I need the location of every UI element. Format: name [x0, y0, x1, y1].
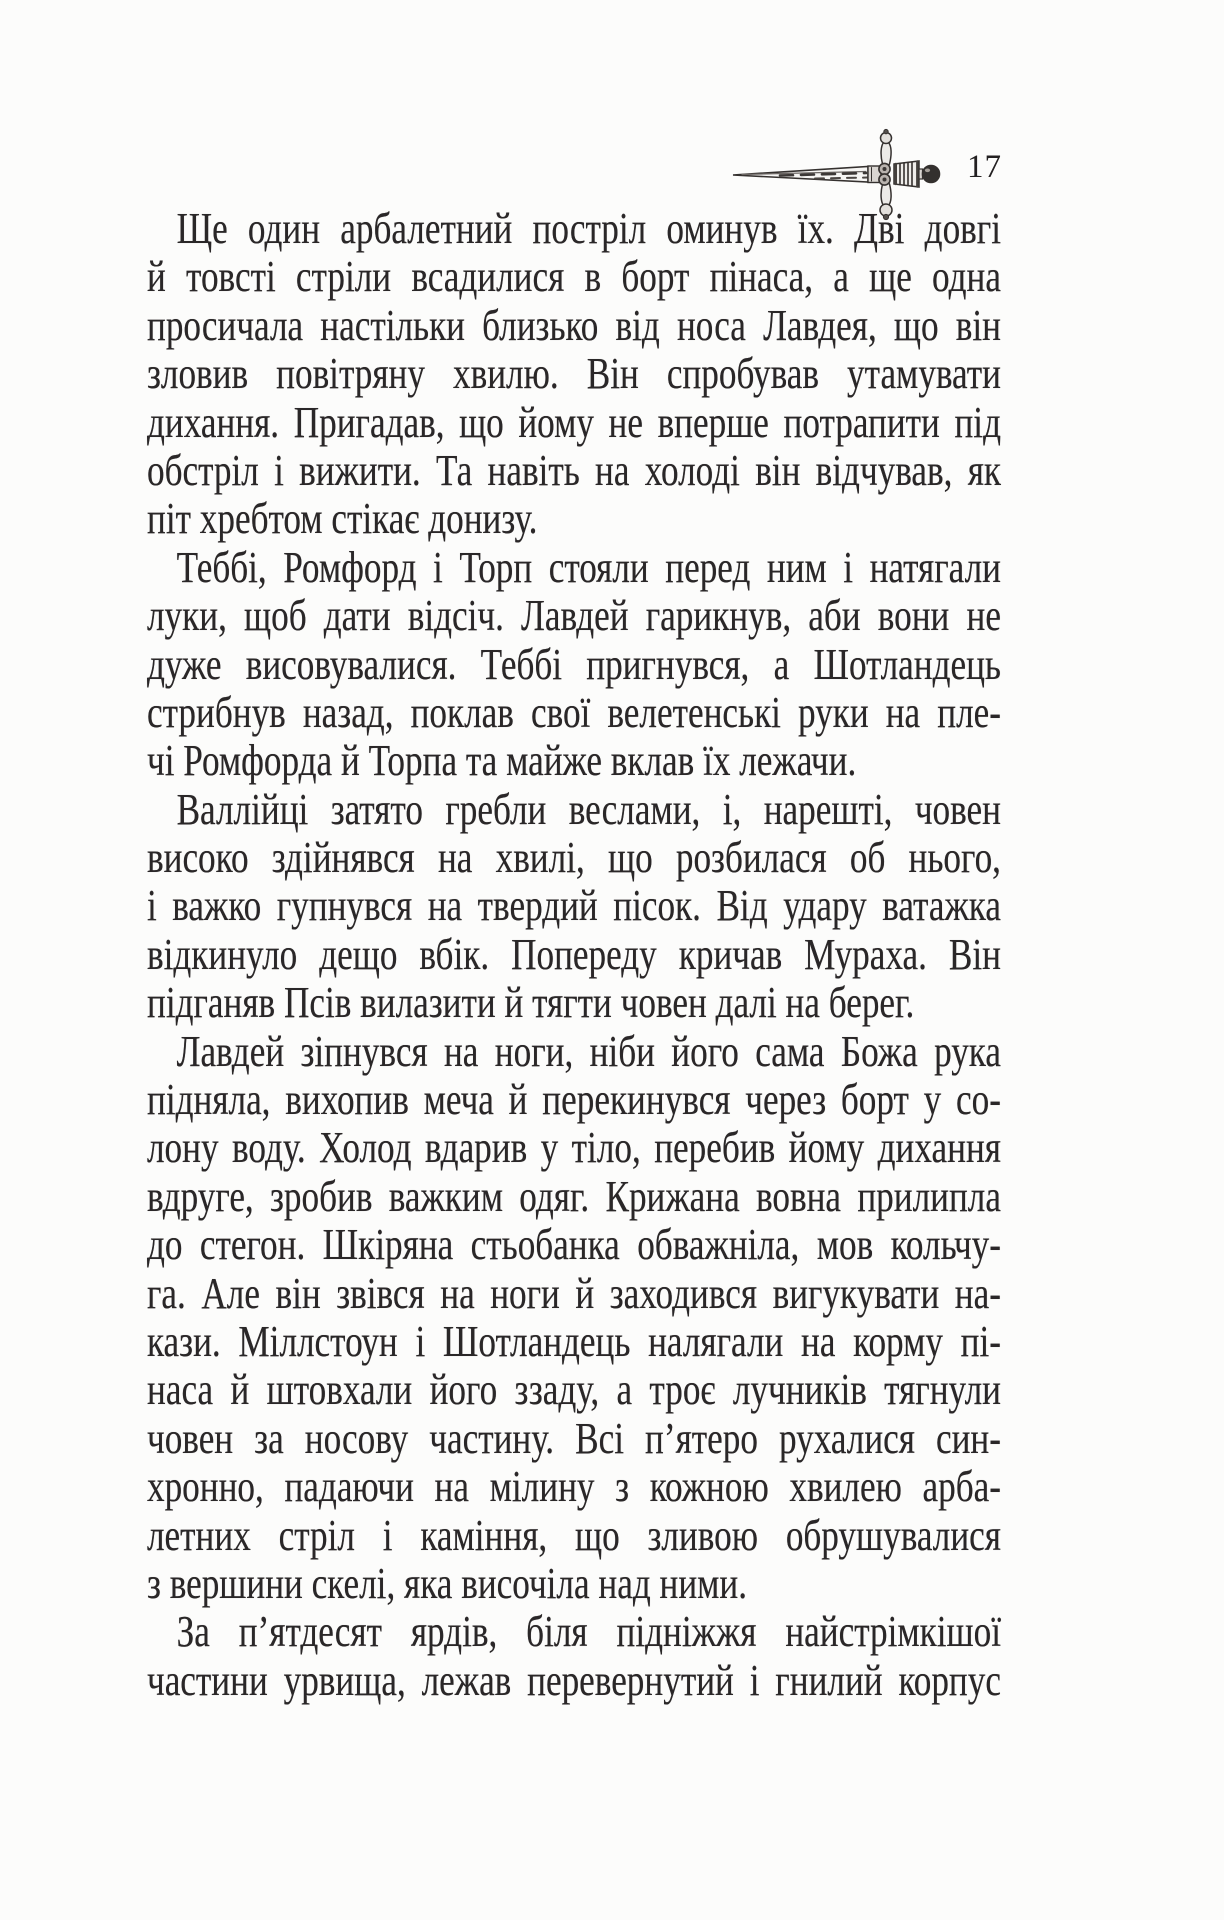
text-line: стрибнув назад, поклав свої велетенські руки на пле- — [147, 687, 1001, 737]
text-line: Лавдей зіпнувся на ноги, ніби його сама Божа рука — [176, 1026, 1001, 1076]
text-line: до стегон. Шкіряна стьобанка обважніла, мов кольчу- — [147, 1220, 1001, 1270]
text-line: Теббі, Ромфорд і Торп стояли перед ним і натягали — [176, 542, 1001, 592]
text-line: й товсті стріли всадилися в борт пінаса, а ще одна — [147, 252, 1001, 302]
text-line: обстріл і вижити. Та навіть на холоді він відчував, як — [147, 445, 1001, 495]
text-line: піт хребтом стікає донизу. — [147, 494, 538, 544]
text-line: підняла, вихопив меча й перекинувся через борт у со- — [147, 1075, 1001, 1125]
text-line: чі Ромфорда й Торпа та майже вклав їх лежачи. — [147, 736, 857, 786]
text-line: дихання. Пригадав, що йому не вперше потрапити під — [147, 397, 1001, 447]
text-line: летних стріл і каміння, що зливою обрушувалися — [147, 1510, 1001, 1560]
text-line: дуже висовувалися. Теббі пригнувся, а Шотландець — [147, 639, 1001, 689]
text-line: наса й штовхали його ззаду, а троє лучників тягнули — [147, 1365, 1001, 1415]
text-line: з вершини скелі, яка височіла над ними. — [147, 1558, 748, 1608]
text-line: га. Але він звівся на ноги й заходився вигукувати на- — [147, 1268, 1001, 1318]
page-number: 17 — [967, 149, 1002, 185]
body-text — [147, 205, 1001, 1705]
text-line: просичала настільки близько від носа Лавдея, що він — [147, 300, 1001, 350]
text-line: хронно, падаючи на мілину з кожною хвилею арба- — [147, 1462, 1001, 1512]
text-line: Ще один арбалетний постріл оминув їх. Дві довгі — [176, 204, 1001, 253]
text-line: човен за носову частину. Всі п’ятеро рухалися син- — [147, 1413, 1001, 1463]
text-line: За п’ятдесят ярдів, біля підніжжя найстрімкішої — [176, 1607, 1001, 1657]
text-line: частини урвища, лежав перевернутий і гнилий корпус — [147, 1655, 1001, 1705]
text-line: вдруге, зробив важким одяг. Крижана вовна прилипла — [147, 1171, 1001, 1221]
text-line: високо здійнявся на хвилі, що розбилася об нього, — [147, 833, 1001, 883]
text-line: луки, щоб дати відсіч. Лавдей гарикнув, аби вони не — [147, 591, 1001, 641]
text-line: зловив повітряну хвилю. Він спробував утамувати — [147, 349, 1001, 399]
text-line: кази. Міллстоун і Шотландець налягали на корму пі- — [147, 1316, 1001, 1366]
text-line: лону воду. Холод вдарив у тіло, перебив йому дихання — [147, 1123, 1001, 1173]
text-line: і важко гупнувся на твердий пісок. Від удару ватажка — [147, 881, 1001, 931]
text-line: підганяв Псів вилазити й тягти човен далі на берег. — [147, 978, 915, 1028]
text-line: Валлійці затято гребли веслами, і, нарешті, човен — [176, 784, 1001, 834]
text-line: відкинуло дещо вбік. Попереду кричав Мураха. Він — [147, 929, 1001, 979]
